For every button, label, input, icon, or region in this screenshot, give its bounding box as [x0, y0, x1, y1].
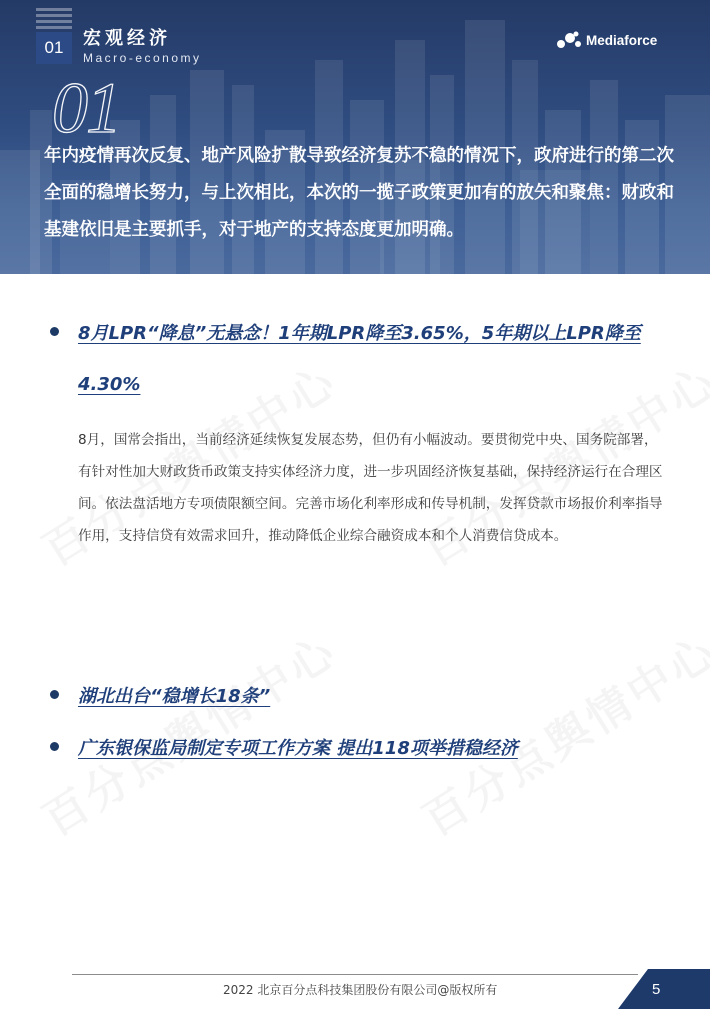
watermark [409, 616, 710, 848]
footer-copyright: 2022 北京百分点科技集团股份有限公司@版权所有 [223, 983, 498, 997]
page-badge [618, 969, 710, 1009]
news-heading-guangdong[interactable]: 广东银保监局制定专项工作方案 提出118项举措稳经济 [78, 738, 518, 759]
footer-divider [72, 974, 638, 975]
section-number: 01 [36, 32, 72, 64]
mediaforce-logo [556, 30, 657, 50]
bullet-dot [50, 742, 59, 751]
header-banner [0, 0, 710, 274]
news-heading-lpr[interactable]: 8月LPR“降息”无悬念！1年期LPR降至3.65%，5年期以上LPR降至 [78, 323, 641, 344]
bullet-dot [50, 327, 59, 336]
watermark [29, 616, 348, 848]
news-heading-hubei[interactable]: 湖北出台“稳增长18条” [78, 686, 271, 707]
section-subtitle: Macro-economy [83, 51, 202, 65]
big-section-number: 01 [52, 68, 120, 148]
page-number: 5 [652, 981, 661, 998]
tab-decoration [36, 8, 72, 30]
intro-paragraph: 年内疫情再次反复、地产风险扩散导致经济复苏不稳的情况下，政府进行的第二次全面的稳增长努力，与上次相比，本次的一揽子政策更加有的放矢和聚焦：财政和基建依旧是主要抓手，对于地产的支持态度更加明确。 [44, 146, 674, 240]
bullet-dot [50, 690, 59, 699]
molecule-icon [556, 30, 582, 50]
section-title: 宏观经济 [83, 28, 171, 49]
news-heading-lpr-continued[interactable]: 4.30% [78, 374, 141, 395]
logo-text: Mediaforce [586, 32, 658, 48]
news-body-lpr: 8月，国常会指出，当前经济延续恢复发展态势，但仍有小幅波动。要贯彻党中央、国务院部署，有针对性加大财政货币政策支持实体经济力度，进一步巩固经济恢复基础，保持经济运行在合理区间。依法盘活地方专项债限额空间。完善市场化利率形成和传导机制，发挥贷款市场报价利率指导作用，支持信贷有效需求回升，推动降低企业综合融资成本和个人消费信贷成本。 [78, 432, 663, 544]
